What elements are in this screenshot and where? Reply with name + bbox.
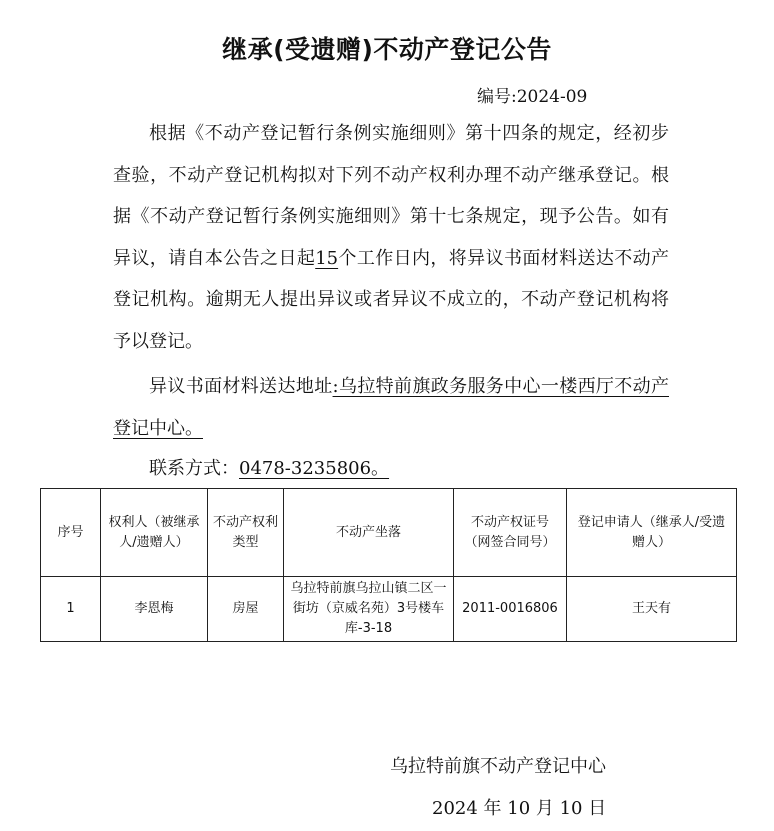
header-right-type: 不动产权利类型 bbox=[208, 489, 284, 577]
registration-table bbox=[40, 488, 737, 642]
contact-paragraph bbox=[113, 448, 669, 490]
contact-value: 0478-3235806。 bbox=[239, 458, 390, 479]
address-paragraph bbox=[113, 366, 669, 449]
notice-text-after: 个工作日内，将异议书面材料送达不动产登记机构。逾期无人提出异议或者异议不成立的，不动产登记机构将予以登记。 bbox=[113, 247, 670, 352]
notice-paragraph bbox=[113, 113, 669, 362]
table-row bbox=[41, 577, 737, 642]
table-header-row bbox=[41, 489, 737, 577]
header-location: 不动产坐落 bbox=[284, 489, 454, 577]
cell-cert-no: 2011-0016806 bbox=[454, 577, 567, 642]
cell-applicant: 王天有 bbox=[567, 577, 737, 642]
objection-days: 15 bbox=[315, 247, 339, 269]
cell-holder: 李恩梅 bbox=[101, 577, 208, 642]
header-seq: 序号 bbox=[41, 489, 101, 577]
address-label: 异议书面材料送达地址 bbox=[149, 376, 333, 397]
issue-date: 2024 年 10 月 10 日 bbox=[432, 798, 607, 819]
document-number: 编号:2024-09 bbox=[477, 87, 588, 107]
cell-seq: 1 bbox=[41, 577, 101, 642]
cell-right-type: 房屋 bbox=[208, 577, 284, 642]
contact-label: 联系方式： bbox=[149, 458, 239, 479]
header-applicant: 登记申请人（继承人/受遗赠人） bbox=[567, 489, 737, 577]
notice-text-before: 根据《不动产登记暂行条例实施细则》第十四条的规定，经初步查验，不动产登记机构拟对下列不动产权利办理不动产继承登记。根据《不动产登记暂行条例实施细则》第十七条规定，现予公告。如有异议，请自本公告之日起 bbox=[113, 123, 669, 269]
header-cert-no: 不动产权证号（网签合同号） bbox=[454, 489, 567, 577]
address-value: :乌拉特前旗政务服务中心一楼西厅不动产登记中心。 bbox=[113, 376, 669, 439]
header-holder: 权利人（被继承人/遗赠人） bbox=[101, 489, 208, 577]
page-title: 继承(受遗赠)不动产登记公告 bbox=[222, 35, 552, 64]
issuer-signature: 乌拉特前旗不动产登记中心 bbox=[390, 756, 606, 777]
cell-location: 乌拉特前旗乌拉山镇二区一街坊（京威名苑）3号楼车库-3-18 bbox=[284, 577, 454, 642]
